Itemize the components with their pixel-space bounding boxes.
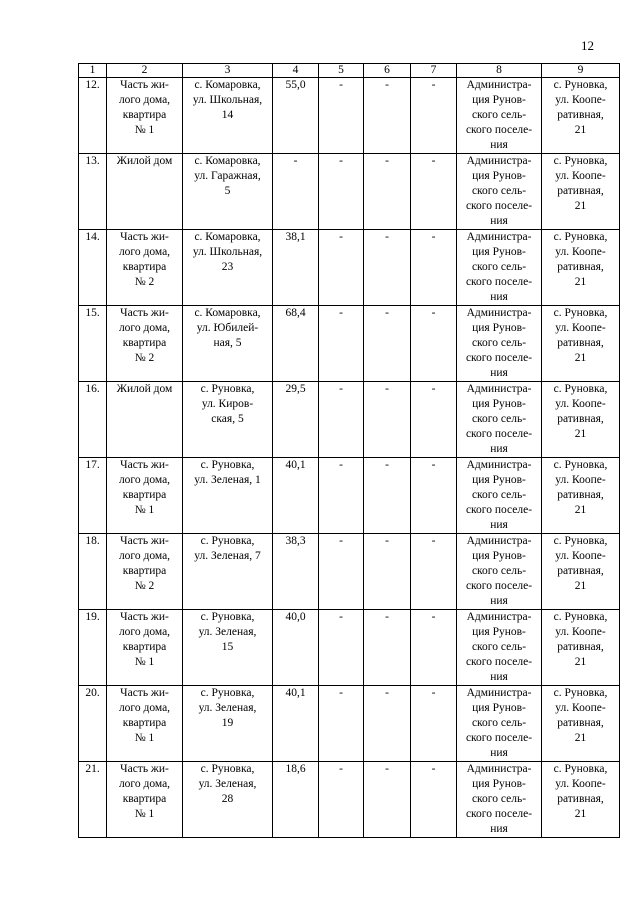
column-5-value: - [319,762,364,838]
column-7-value: - [411,230,457,306]
owner-name: Администра- ция Рунов- ского сель- ского поселе- ния [457,610,542,686]
object-address: с. Руновка, ул. Зеленая, 28 [183,762,273,838]
owner-name: Администра- ция Рунов- ского сель- ского поселе- ния [457,382,542,458]
column-5-value: - [319,686,364,762]
column-7-value: - [411,382,457,458]
column-header: 4 [273,64,319,78]
column-5-value: - [319,78,364,154]
object-type: Часть жи- лого дома, квартира № 2 [107,306,183,382]
object-area: - [273,154,319,230]
owner-location: с. Руновка, ул. Коопе- ративная, 21 [542,458,620,534]
column-header: 5 [319,64,364,78]
object-address: с. Руновка, ул. Киров- ская, 5 [183,382,273,458]
column-header: 2 [107,64,183,78]
object-type: Жилой дом [107,382,183,458]
column-7-value: - [411,762,457,838]
column-6-value: - [364,306,411,382]
column-5-value: - [319,534,364,610]
object-type: Часть жи- лого дома, квартира № 1 [107,610,183,686]
column-header: 9 [542,64,620,78]
owner-location: с. Руновка, ул. Коопе- ративная, 21 [542,230,620,306]
owner-name: Администра- ция Рунов- ского сель- ского поселе- ния [457,78,542,154]
owner-location: с. Руновка, ул. Коопе- ративная, 21 [542,382,620,458]
object-area: 18,6 [273,762,319,838]
table-row [79,762,620,838]
row-number: 17. [79,458,107,534]
row-number: 16. [79,382,107,458]
owner-name: Администра- ция Рунов- ского сель- ского поселе- ния [457,458,542,534]
column-7-value: - [411,458,457,534]
table-row [79,534,620,610]
object-area: 40,1 [273,458,319,534]
column-6-value: - [364,610,411,686]
object-address: с. Руновка, ул. Зеленая, 19 [183,686,273,762]
column-header: 6 [364,64,411,78]
owner-name: Администра- ция Рунов- ского сель- ского поселе- ния [457,230,542,306]
column-header: 1 [79,64,107,78]
owner-location: с. Руновка, ул. Коопе- ративная, 21 [542,78,620,154]
object-address: с. Руновка, ул. Зеленая, 15 [183,610,273,686]
column-header: 8 [457,64,542,78]
table-row [79,382,620,458]
table-row [79,610,620,686]
owner-name: Администра- ция Рунов- ского сель- ского поселе- ния [457,762,542,838]
row-number: 12. [79,78,107,154]
table-row [79,458,620,534]
object-area: 40,0 [273,610,319,686]
object-type: Часть жи- лого дома, квартира № 1 [107,458,183,534]
column-5-value: - [319,230,364,306]
object-type: Часть жи- лого дома, квартира № 1 [107,78,183,154]
property-registry-table [78,63,620,838]
row-number: 13. [79,154,107,230]
object-area: 38,1 [273,230,319,306]
table-row [79,154,620,230]
column-5-value: - [319,458,364,534]
owner-name: Администра- ция Рунов- ского сель- ского поселе- ния [457,534,542,610]
column-7-value: - [411,610,457,686]
table-row [79,78,620,154]
object-type: Часть жи- лого дома, квартира № 2 [107,534,183,610]
owner-location: с. Руновка, ул. Коопе- ративная, 21 [542,534,620,610]
column-6-value: - [364,762,411,838]
object-address: с. Руновка, ул. Зеленая, 7 [183,534,273,610]
row-number: 18. [79,534,107,610]
column-5-value: - [319,306,364,382]
row-number: 19. [79,610,107,686]
object-area: 38,3 [273,534,319,610]
column-header: 7 [411,64,457,78]
object-type: Часть жи- лого дома, квартира № 1 [107,762,183,838]
owner-name: Администра- ция Рунов- ского сель- ского поселе- ния [457,154,542,230]
object-address: с. Комаровка, ул. Школьная, 14 [183,78,273,154]
object-address: с. Комаровка, ул. Школьная, 23 [183,230,273,306]
column-6-value: - [364,686,411,762]
row-number: 20. [79,686,107,762]
object-address: с. Комаровка, ул. Гаражная, 5 [183,154,273,230]
object-area: 29,5 [273,382,319,458]
column-6-value: - [364,230,411,306]
table-row [79,686,620,762]
object-area: 68,4 [273,306,319,382]
column-7-value: - [411,306,457,382]
column-6-value: - [364,534,411,610]
column-7-value: - [411,154,457,230]
column-7-value: - [411,78,457,154]
object-address: с. Руновка, ул. Зеленая, 1 [183,458,273,534]
owner-name: Администра- ция Рунов- ского сель- ского поселе- ния [457,306,542,382]
column-6-value: - [364,458,411,534]
table-row [79,306,620,382]
column-6-value: - [364,154,411,230]
object-address: с. Комаровка, ул. Юбилей- ная, 5 [183,306,273,382]
page-number: 12 [581,38,594,53]
owner-name: Администра- ция Рунов- ского сель- ского поселе- ния [457,686,542,762]
row-number: 15. [79,306,107,382]
row-number: 21. [79,762,107,838]
object-type: Часть жи- лого дома, квартира № 2 [107,230,183,306]
row-number: 14. [79,230,107,306]
object-type: Жилой дом [107,154,183,230]
object-area: 40,1 [273,686,319,762]
table-body [79,78,620,838]
column-5-value: - [319,382,364,458]
column-5-value: - [319,154,364,230]
owner-location: с. Руновка, ул. Коопе- ративная, 21 [542,154,620,230]
column-7-value: - [411,686,457,762]
owner-location: с. Руновка, ул. Коопе- ративная, 21 [542,306,620,382]
column-6-value: - [364,78,411,154]
column-5-value: - [319,610,364,686]
column-7-value: - [411,534,457,610]
object-type: Часть жи- лого дома, квартира № 1 [107,686,183,762]
owner-location: с. Руновка, ул. Коопе- ративная, 21 [542,762,620,838]
table-row [79,230,620,306]
column-header: 3 [183,64,273,78]
header-row [79,64,620,78]
owner-location: с. Руновка, ул. Коопе- ративная, 21 [542,610,620,686]
column-6-value: - [364,382,411,458]
owner-location: с. Руновка, ул. Коопе- ративная, 21 [542,686,620,762]
object-area: 55,0 [273,78,319,154]
